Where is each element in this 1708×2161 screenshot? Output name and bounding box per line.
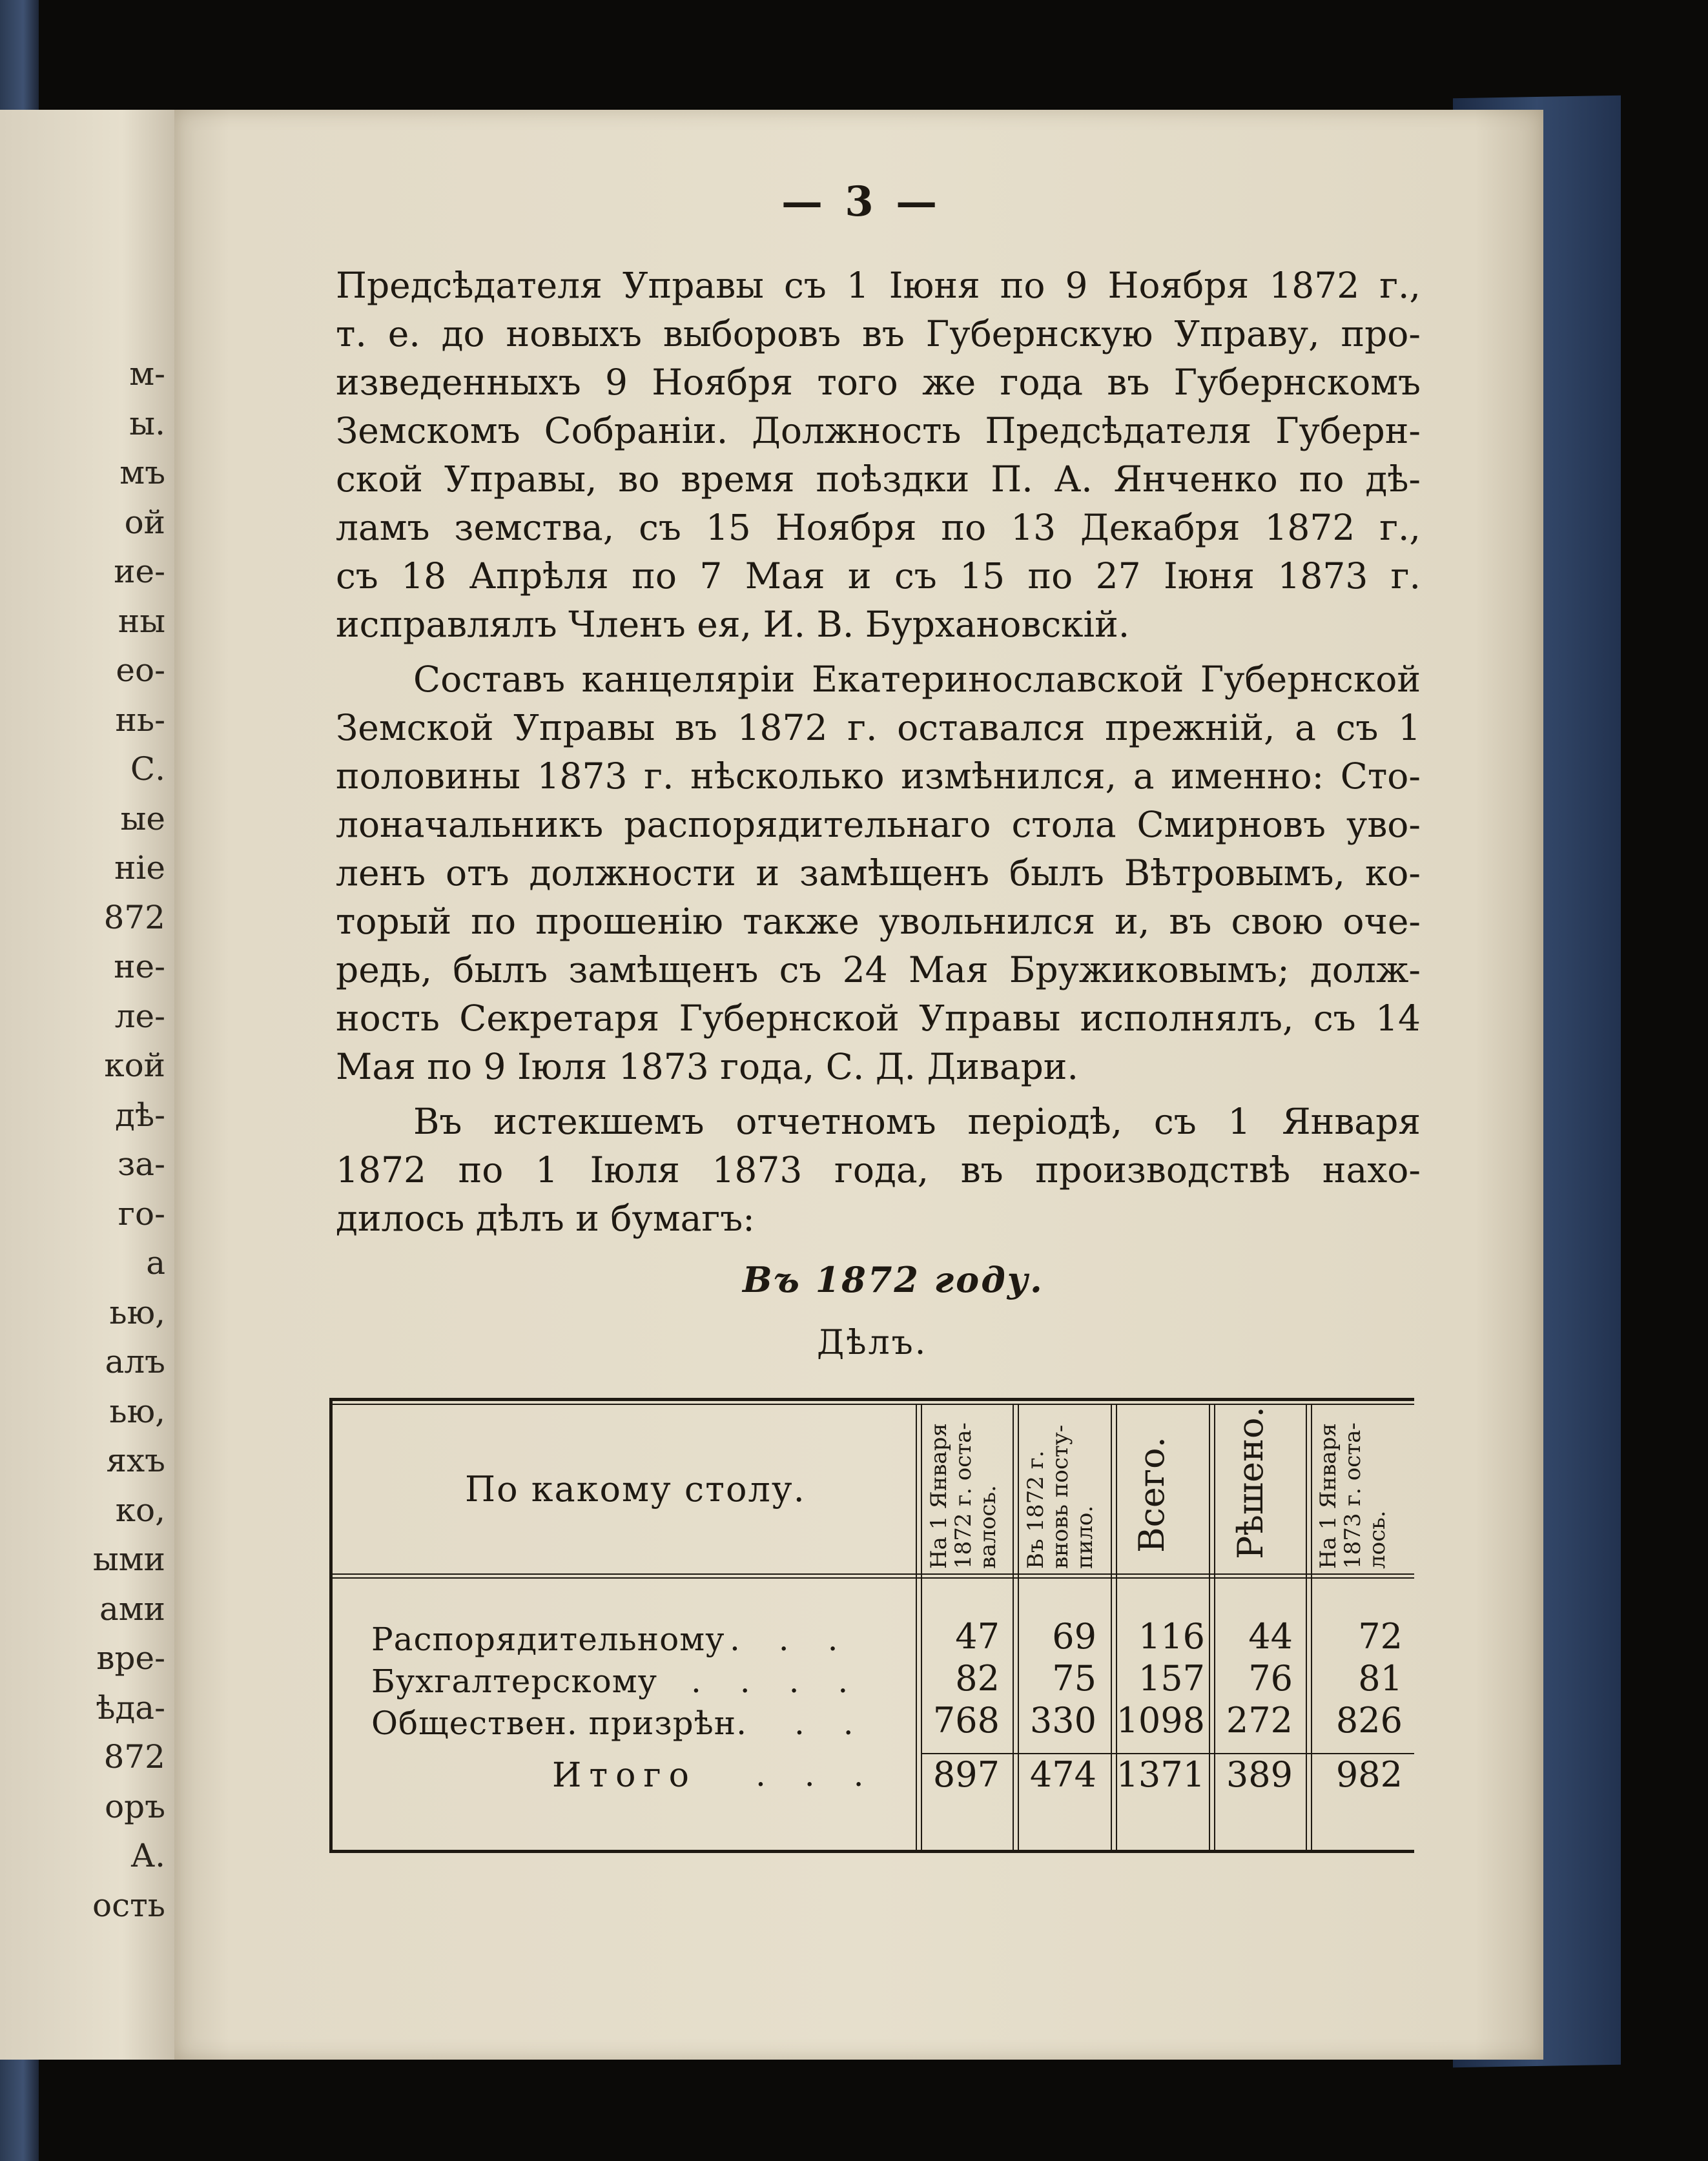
cell-value: 826: [1335, 1700, 1403, 1741]
table-top-rule-thin: [329, 1404, 1414, 1405]
previous-page-text-fragment: а: [146, 1244, 165, 1282]
page-number: — 3 —: [781, 178, 941, 226]
text-line: ской Управы, во время поѣздки П. А. Янченко по дѣ-: [336, 458, 1421, 500]
previous-page-text-fragment: яхъ: [106, 1442, 165, 1479]
row-dots: . .: [794, 1705, 868, 1742]
cell-value: 157: [1138, 1658, 1205, 1699]
row-dots: . . .: [730, 1621, 852, 1658]
previous-page-text-fragment: ѣда-: [96, 1688, 165, 1726]
previous-page-text-fragment: кой: [104, 1047, 165, 1084]
previous-page-text-fragment: нь-: [115, 701, 165, 739]
header-text: 1873 г. оста-: [1340, 1422, 1366, 1569]
text-line: дилось дѣлъ и бумагъ:: [336, 1198, 755, 1239]
cell-value: 116: [1138, 1616, 1205, 1657]
text-line: изведенныхъ 9 Ноября того же года въ Губернскомъ: [336, 362, 1421, 403]
previous-page-text-fragment: ны: [118, 602, 165, 640]
cell-value: 72: [1358, 1616, 1403, 1657]
row-label: Бухгалтерскому: [371, 1663, 658, 1700]
table-top-rule: [329, 1398, 1414, 1401]
cell-value: 75: [1052, 1658, 1096, 1699]
text-line: Мая по 9 Іюля 1873 года, С. Д. Дивари.: [336, 1046, 1078, 1087]
previous-page-text-fragment: оръ: [105, 1787, 165, 1825]
col-rule: [1306, 1404, 1307, 1850]
column-header-resolved: Рѣшено.: [1230, 1406, 1271, 1559]
previous-page-text-fragment: 872: [103, 1738, 165, 1776]
previous-page-text-fragment: А.: [130, 1837, 165, 1874]
year-heading: Въ 1872 году.: [743, 1259, 1044, 1300]
text-line: съ 18 Апрѣля по 7 Мая и съ 15 по 27 Іюня 1873 г.: [336, 555, 1421, 597]
section-heading: Дѣлъ.: [817, 1324, 928, 1362]
text-line: Предсѣдателя Управы съ 1 Іюня по 9 Ноября 1872 г.,: [336, 265, 1421, 306]
cell-value: 272: [1226, 1700, 1293, 1741]
previous-page-text-fragment: ами: [99, 1590, 165, 1628]
col-rule: [916, 1404, 917, 1850]
previous-page-text-fragment: ой: [124, 503, 165, 541]
previous-page-text-fragment: ыми: [92, 1541, 165, 1578]
previous-page-text-fragment: го-: [118, 1194, 165, 1233]
text-line: Земской Управы въ 1872 г. оставался прежній, а съ 1: [336, 707, 1421, 748]
cell-value: 1371: [1116, 1754, 1205, 1795]
row-dots: . . . .: [691, 1663, 863, 1700]
row-label: Распорядительному: [371, 1621, 725, 1658]
header-text: На 1 Января: [1315, 1423, 1341, 1569]
text-line: ность Секретаря Губернской Управы исполнялъ, съ 14: [336, 998, 1421, 1039]
previous-page-fragment: [0, 110, 174, 2060]
text-line: половины 1873 г. нѣсколько измѣнился, а именно: Сто-: [336, 755, 1421, 797]
previous-page-text-fragment: С.: [130, 750, 165, 788]
previous-page-text-fragment: вре-: [96, 1639, 165, 1677]
text-line: 1872 по 1 Іюля 1873 года, въ производствѣ нахо-: [336, 1149, 1421, 1191]
previous-page-text-fragment: ео-: [116, 651, 165, 689]
previous-page-text-fragment: за-: [118, 1145, 165, 1183]
previous-page-text-fragment: ле-: [114, 997, 165, 1035]
previous-page-text-fragment: алъ: [105, 1343, 165, 1380]
text-line: ламъ земства, съ 15 Ноября по 13 Декабря 1872 г.,: [336, 507, 1421, 548]
cell-value: 474: [1029, 1754, 1096, 1795]
cell-value: 76: [1248, 1658, 1293, 1699]
cell-value: 81: [1358, 1658, 1403, 1699]
previous-page-text-fragment: м-: [129, 355, 165, 393]
row-label: Обществен. призрѣн.: [371, 1705, 747, 1742]
text-line: редь, былъ замѣщенъ съ 24 Мая Бружиковымъ; долж-: [336, 949, 1421, 990]
table-bottom-rule: [329, 1850, 1414, 1853]
text-line: Въ истекшемъ отчетномъ періодѣ, съ 1 Января: [413, 1101, 1421, 1142]
cases-table: [329, 1398, 1414, 1856]
previous-page-text-fragment: ніе: [114, 849, 165, 886]
previous-page-text-fragment: не-: [114, 948, 165, 985]
header-rule: [329, 1573, 1414, 1575]
cell-value: 982: [1335, 1754, 1403, 1795]
cell-value: 389: [1226, 1754, 1293, 1795]
header-text: На 1 Января: [926, 1423, 952, 1569]
col-rule: [1209, 1404, 1210, 1850]
previous-page-text-fragment: мъ: [119, 454, 165, 491]
cell-value: 897: [932, 1754, 1000, 1795]
header-text: лось.: [1364, 1510, 1390, 1569]
cell-value: 330: [1029, 1700, 1096, 1741]
text-line: лоначальникъ распорядительнаго стола Смирновъ уво-: [336, 804, 1421, 845]
col-rule: [1013, 1404, 1014, 1850]
previous-page-text-fragment: ость: [92, 1886, 165, 1924]
previous-page-text-fragment: ко,: [115, 1491, 165, 1529]
cell-value: 768: [932, 1700, 1000, 1741]
previous-page-text-fragment: ью,: [109, 1293, 165, 1331]
cell-value: 47: [955, 1616, 1000, 1657]
text-line: Составъ канцеляріи Екатеринославской Губернской: [413, 659, 1421, 700]
cell-value: 69: [1052, 1616, 1096, 1657]
header-text: вновь посту-: [1047, 1424, 1073, 1569]
text-line: ленъ отъ должности и замѣщенъ былъ Вѣтровымъ, ко-: [336, 852, 1421, 894]
text-line: Земскомъ Собраніи. Должность Предсѣдателя Губерн-: [336, 410, 1421, 451]
total-label: Итого: [552, 1756, 697, 1795]
table-left-rule: [329, 1401, 333, 1853]
previous-page-text-fragment: ые: [120, 799, 165, 837]
previous-page-text-fragment: ью,: [109, 1392, 165, 1430]
cell-value: 1098: [1116, 1700, 1205, 1741]
column-header-table: По какому столу.: [465, 1469, 806, 1510]
cell-value: 44: [1248, 1616, 1293, 1657]
cell-value: 82: [955, 1658, 1000, 1699]
text-line: исправлялъ Членъ ея, И. В. Бурхановскій.: [336, 604, 1130, 645]
header-text: валось.: [975, 1485, 1001, 1569]
header-rule-double: [329, 1577, 1414, 1579]
header-text: 1872 г. оста-: [951, 1422, 976, 1569]
row-dots: . . .: [756, 1756, 878, 1794]
previous-page-text-fragment: ы.: [129, 404, 165, 442]
text-line: торый по прошенію также увольнился и, въ свою оче-: [336, 901, 1421, 942]
header-text: Въ 1872 г.: [1023, 1450, 1049, 1569]
header-text: пило.: [1072, 1505, 1098, 1569]
text-line: т. е. до новыхъ выборовъ въ Губернскую Управу, про-: [336, 313, 1421, 354]
previous-page-text-fragment: ие-: [114, 553, 165, 590]
column-header-total: Всего.: [1131, 1437, 1172, 1553]
previous-page-text-fragment: 872: [103, 898, 165, 936]
previous-page-text-fragment: дѣ-: [115, 1096, 165, 1134]
